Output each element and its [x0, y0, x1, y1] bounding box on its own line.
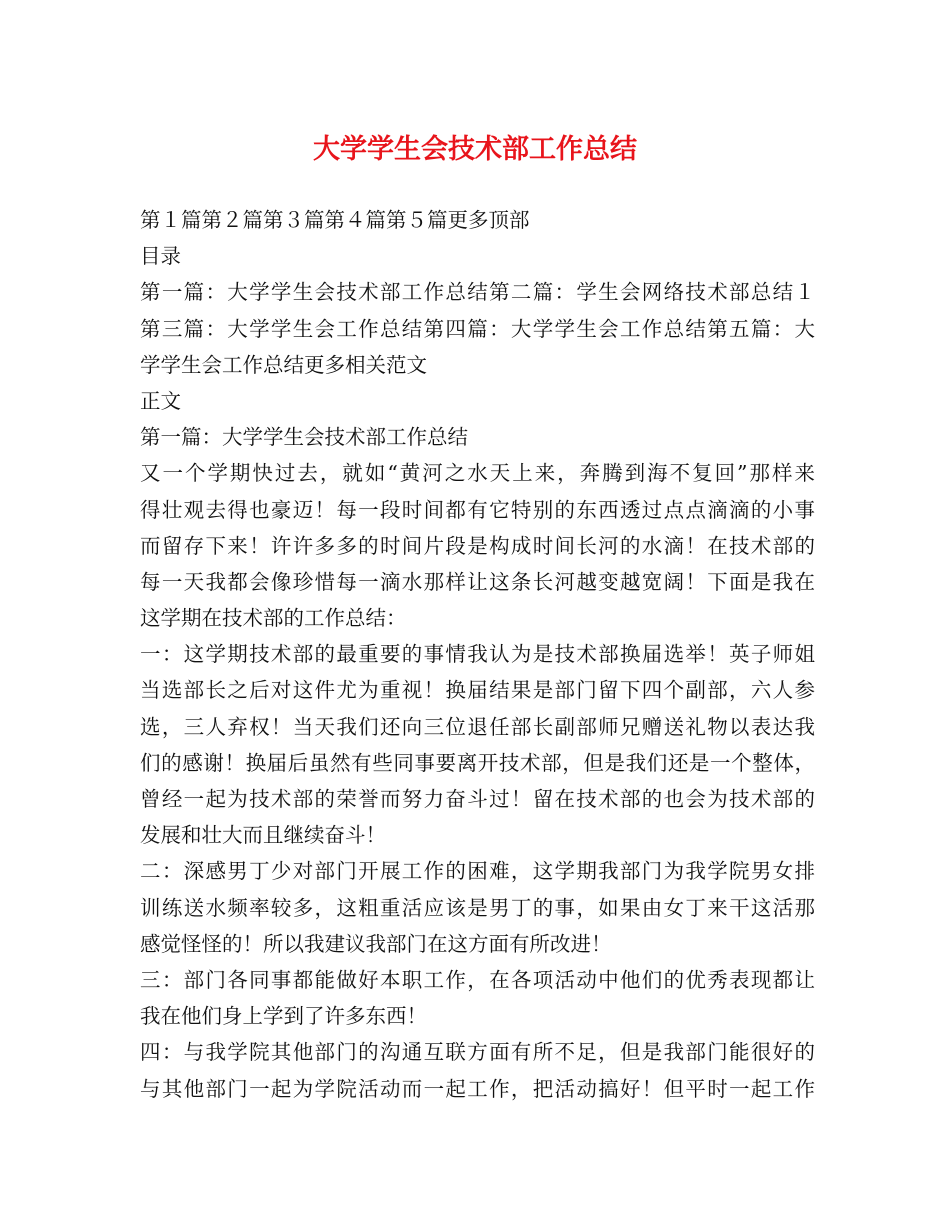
document-body — [140, 202, 815, 1107]
paragraph-line: 三：部门各同事都能做好本职工作，在各项活动中他们的优秀表现都让 — [140, 967, 815, 992]
paragraph-line: 们的感谢！换届后虽然有些同事要离开技术部，但是我们还是一个整体， — [140, 750, 815, 775]
paragraph-line: 与其他部门一起为学院活动而一起工作，把活动搞好！但平时一起工作 — [140, 1076, 815, 1101]
paragraph-line: 二：深感男丁少对部门开展工作的困难，这学期我部门为我学院男女排 — [140, 859, 815, 884]
toc-entries-line: 学学生会工作总结更多相关范文 — [140, 352, 427, 377]
paragraph-line: 而留存下来！许许多多的时间片段是构成时间长河的水滴！在技术部的 — [140, 533, 815, 558]
paragraph-line: 每一天我都会像珍惜每一滴水那样让这条长河越变越宽阔！下面是我在 — [140, 569, 815, 594]
document-title: 大学学生会技术部工作总结 — [313, 134, 637, 165]
paragraph-line: 这学期在技术部的工作总结： — [140, 606, 407, 631]
paragraph-line: 当选部长之后对这件尤为重视！换届结果是部门留下四个副部，六人参 — [140, 678, 815, 703]
paragraph-line: 曾经一起为技术部的荣誉而努力奋斗过！留在技术部的也会为技术部的 — [140, 787, 815, 811]
paragraph-line: 选，三人弃权！当天我们还向三位退任部长副部师兄赠送礼物以表达我 — [140, 714, 815, 739]
toc-nav-line: 第１篇第２篇第３篇第４篇第５篇更多顶部 — [140, 208, 530, 232]
toc-entries-line: 第一篇：大学学生会技术部工作总结第二篇：学生会网络技术部总结１ — [140, 280, 815, 305]
toc-entries-line: 第三篇：大学学生会工作总结第四篇：大学学生会工作总结第五篇：大 — [140, 316, 815, 341]
paragraph-line: 又一个学期快过去，就如“黄河之水天上来，奔腾到海不复回”那样来 — [140, 461, 815, 486]
paragraph-line: 得壮观去得也豪迈！每一段时间都有它特别的东西透过点点滴滴的小事 — [140, 497, 815, 522]
paragraph-line: 感觉怪怪的！所以我建议我部门在这方面有所改进！ — [140, 931, 612, 956]
paragraph-line: 我在他们身上学到了许多东西！ — [140, 1004, 427, 1029]
paragraph-line: 发展和壮大而且继续奋斗！ — [140, 823, 386, 848]
paragraph-line: 一：这学期技术部的最重要的事情我认为是技术部换届选举！英子师姐 — [140, 642, 815, 667]
toc-heading: 目录 — [140, 244, 181, 269]
paragraph-line: 训练送水频率较多，这粗重活应该是男丁的事，如果由女丁来干这活那 — [140, 895, 815, 920]
body-heading: 正文 — [140, 388, 181, 413]
paragraph-line: 四：与我学院其他部门的沟通互联方面有所不足，但是我部门能很好的 — [140, 1040, 815, 1065]
section-heading: 第一篇：大学学生会技术部工作总结 — [140, 425, 468, 450]
